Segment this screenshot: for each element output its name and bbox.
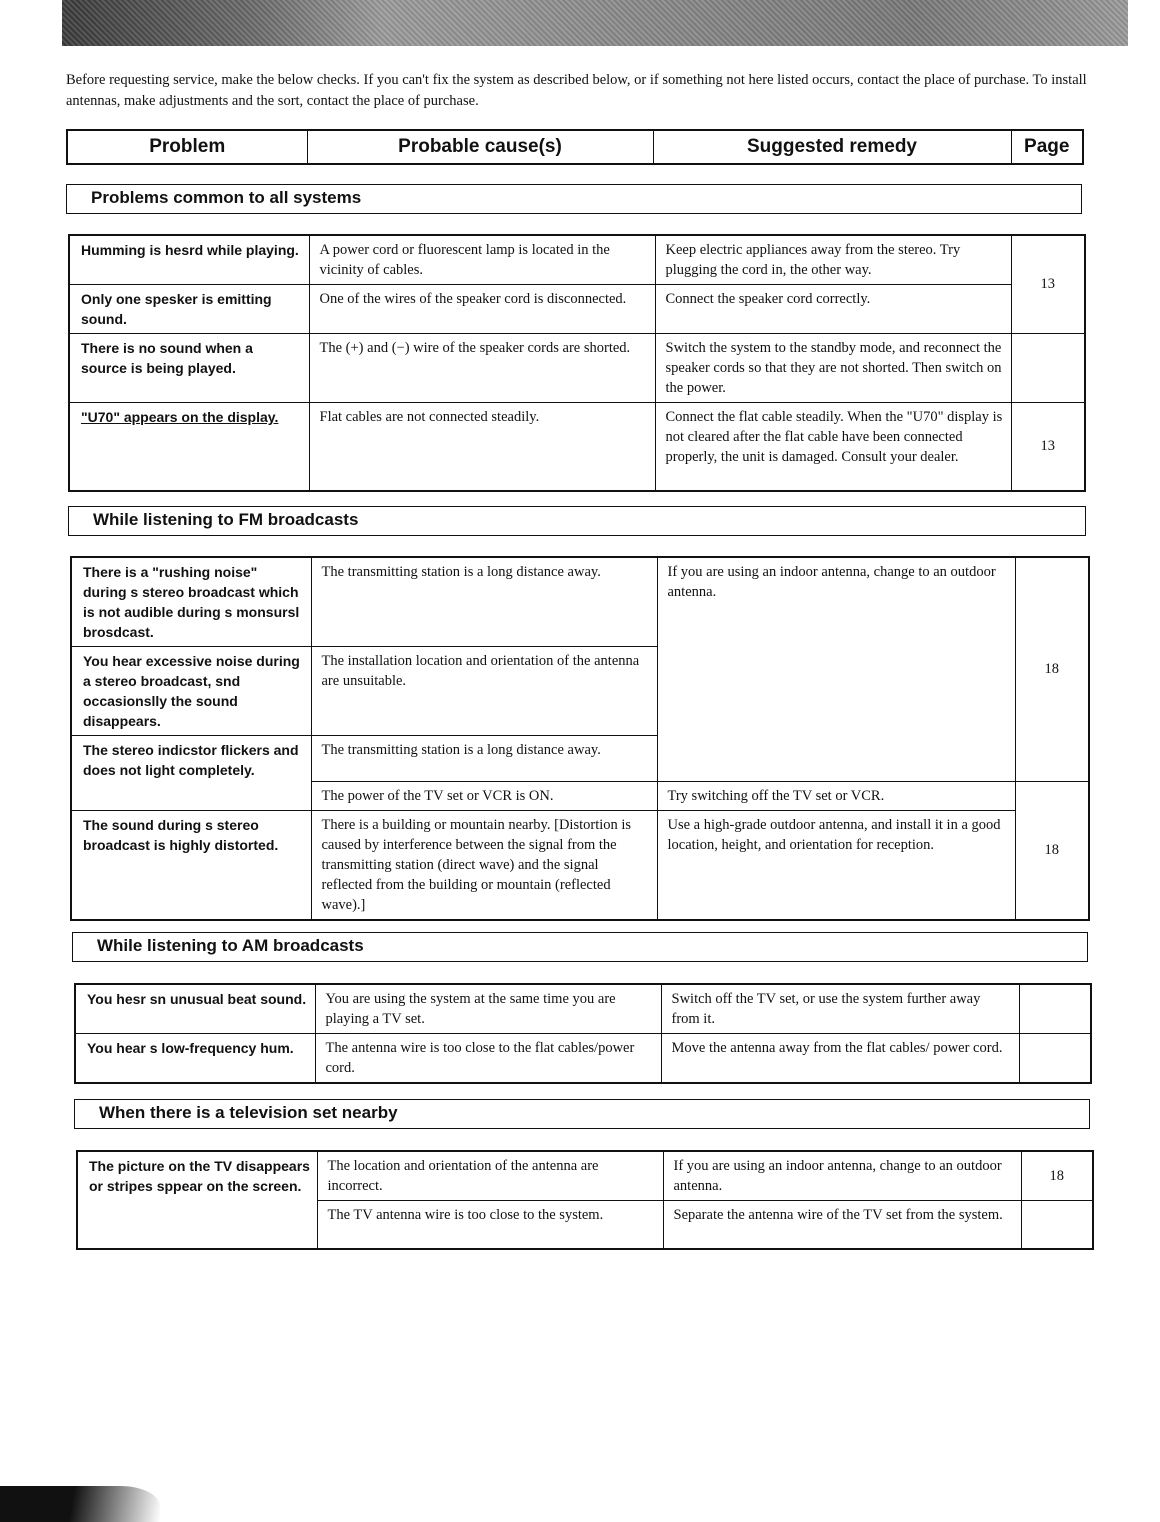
cause-cell: The transmitting station is a long distance away. xyxy=(311,557,657,647)
page-cell: 13 xyxy=(1011,235,1085,334)
section-title-common: Problems common to all systems xyxy=(66,184,1082,214)
remedy-cell: If you are using an indoor antenna, change to an outdoor antenna. xyxy=(663,1151,1021,1201)
cause-cell: The power of the TV set or VCR is ON. xyxy=(311,782,657,811)
section-title-am: While listening to AM broadcasts xyxy=(72,932,1088,962)
page-cell-empty xyxy=(1021,1201,1093,1249)
section-title-fm: While listening to FM broadcasts xyxy=(68,506,1086,536)
cause-cell: One of the wires of the speaker cord is disconnected. xyxy=(309,285,655,334)
table-row xyxy=(69,285,1085,334)
cause-cell: You are using the system at the same time you are playing a TV set. xyxy=(315,984,661,1034)
cause-cell: The location and orientation of the antenna are incorrect. xyxy=(317,1151,663,1201)
remedy-cell: Use a high-grade outdoor antenna, and install it in a good location, height, and orientation for reception. xyxy=(657,811,1015,921)
table-row xyxy=(75,1034,1091,1084)
remedy-cell: Switch off the TV set, or use the system further away from it. xyxy=(661,984,1019,1034)
page-cell-empty xyxy=(1019,984,1091,1034)
page-cell-empty xyxy=(1011,334,1085,403)
problem-cell: Humming is hesrd while playing. xyxy=(69,235,309,285)
table-common xyxy=(68,234,1086,492)
table-fm xyxy=(70,556,1090,921)
table-row xyxy=(71,557,1089,647)
remedy-cell: Keep electric appliances away from the stereo. Try plugging the cord in, the other way. xyxy=(655,235,1011,285)
banner-texture xyxy=(62,0,1128,46)
cause-cell: A power cord or fluorescent lamp is located in the vicinity of cables. xyxy=(309,235,655,285)
cause-cell: The (+) and (−) wire of the speaker cords are shorted. xyxy=(309,334,655,403)
column-header xyxy=(66,129,1084,165)
remedy-cell: Switch the system to the standby mode, and reconnect the speaker cords so that they are not shorted. Then switch on the power. xyxy=(655,334,1011,403)
page-cell: 18 xyxy=(1015,782,1089,921)
page-cell-empty xyxy=(1019,1034,1091,1084)
problem-cell: Only one spesker is emitting sound. xyxy=(69,285,309,334)
remedy-cell: Connect the speaker cord correctly. xyxy=(655,285,1011,334)
remedy-cell: Try switching off the TV set or VCR. xyxy=(657,782,1015,811)
header-remedy: Suggested remedy xyxy=(653,130,1011,164)
cause-cell: Flat cables are not connected steadily. xyxy=(309,403,655,491)
problem-cell: You hear s low-frequency hum. xyxy=(75,1034,315,1084)
cause-cell: The transmitting station is a long distance away. xyxy=(311,736,657,782)
remedy-cell: Separate the antenna wire of the TV set from the system. xyxy=(663,1201,1021,1249)
table-row xyxy=(69,403,1085,491)
table-row xyxy=(71,811,1089,921)
problem-cell: There is no sound when a source is being played. xyxy=(69,334,309,403)
section-title-tv: When there is a television set nearby xyxy=(74,1099,1090,1129)
cause-cell: The TV antenna wire is too close to the system. xyxy=(317,1201,663,1249)
page-cell: 18 xyxy=(1021,1151,1093,1201)
header-page: Page xyxy=(1011,130,1083,164)
table-row xyxy=(69,334,1085,403)
remedy-cell: If you are using an indoor antenna, change to an outdoor antenna. xyxy=(657,557,1015,782)
cause-cell: The antenna wire is too close to the flat cables/power cord. xyxy=(315,1034,661,1084)
title-banner xyxy=(62,0,1128,46)
problem-cell: "U70" appears on the display. xyxy=(69,403,309,491)
page-cell: 18 xyxy=(1015,557,1089,782)
scan-corner-artifact xyxy=(0,1486,160,1522)
problem-cell: You hesr sn unusual beat sound. xyxy=(75,984,315,1034)
page-cell: 13 xyxy=(1011,403,1085,491)
table-row xyxy=(75,984,1091,1034)
problem-cell: You hear excessive noise during a stereo broadcast, snd occasionslly the sound disappears. xyxy=(71,647,311,736)
intro-text: Before requesting service, make the below checks. If you can't fix the system as described below, or if something not here listed occurs, contact the place of purchase. To install antennas, make adjustments and the sort, contact the place of purchase. xyxy=(66,72,1087,109)
remedy-cell: Connect the flat cable steadily. When the "U70" display is not cleared after the flat cable have been connected properly, the unit is damaged. Consult your dealer. xyxy=(655,403,1011,491)
problem-cell: The stereo indicstor flickers and does not light completely. xyxy=(71,736,311,811)
cause-cell: There is a building or mountain nearby. [Distortion is caused by interference between the signal from the transmitting station (direct wave) and the signal reflected from the building or mountain (reflected wave).] xyxy=(311,811,657,921)
table-am xyxy=(74,983,1092,1084)
table-row xyxy=(69,235,1085,285)
cause-cell: The installation location and orientation of the antenna are unsuitable. xyxy=(311,647,657,736)
problem-cell: The sound during s stereo broadcast is highly distorted. xyxy=(71,811,311,921)
table-row xyxy=(77,1151,1093,1201)
problem-cell: The picture on the TV disappears or stripes sppear on the screen. xyxy=(77,1151,317,1249)
problem-cell: There is a "rushing noise" during s stereo broadcast which is not audible during s monsursl brosdcast. xyxy=(71,557,311,647)
table-tv xyxy=(76,1150,1094,1250)
header-cause: Probable cause(s) xyxy=(307,130,653,164)
header-problem: Problem xyxy=(67,130,307,164)
remedy-cell: Move the antenna away from the flat cables/ power cord. xyxy=(661,1034,1019,1084)
